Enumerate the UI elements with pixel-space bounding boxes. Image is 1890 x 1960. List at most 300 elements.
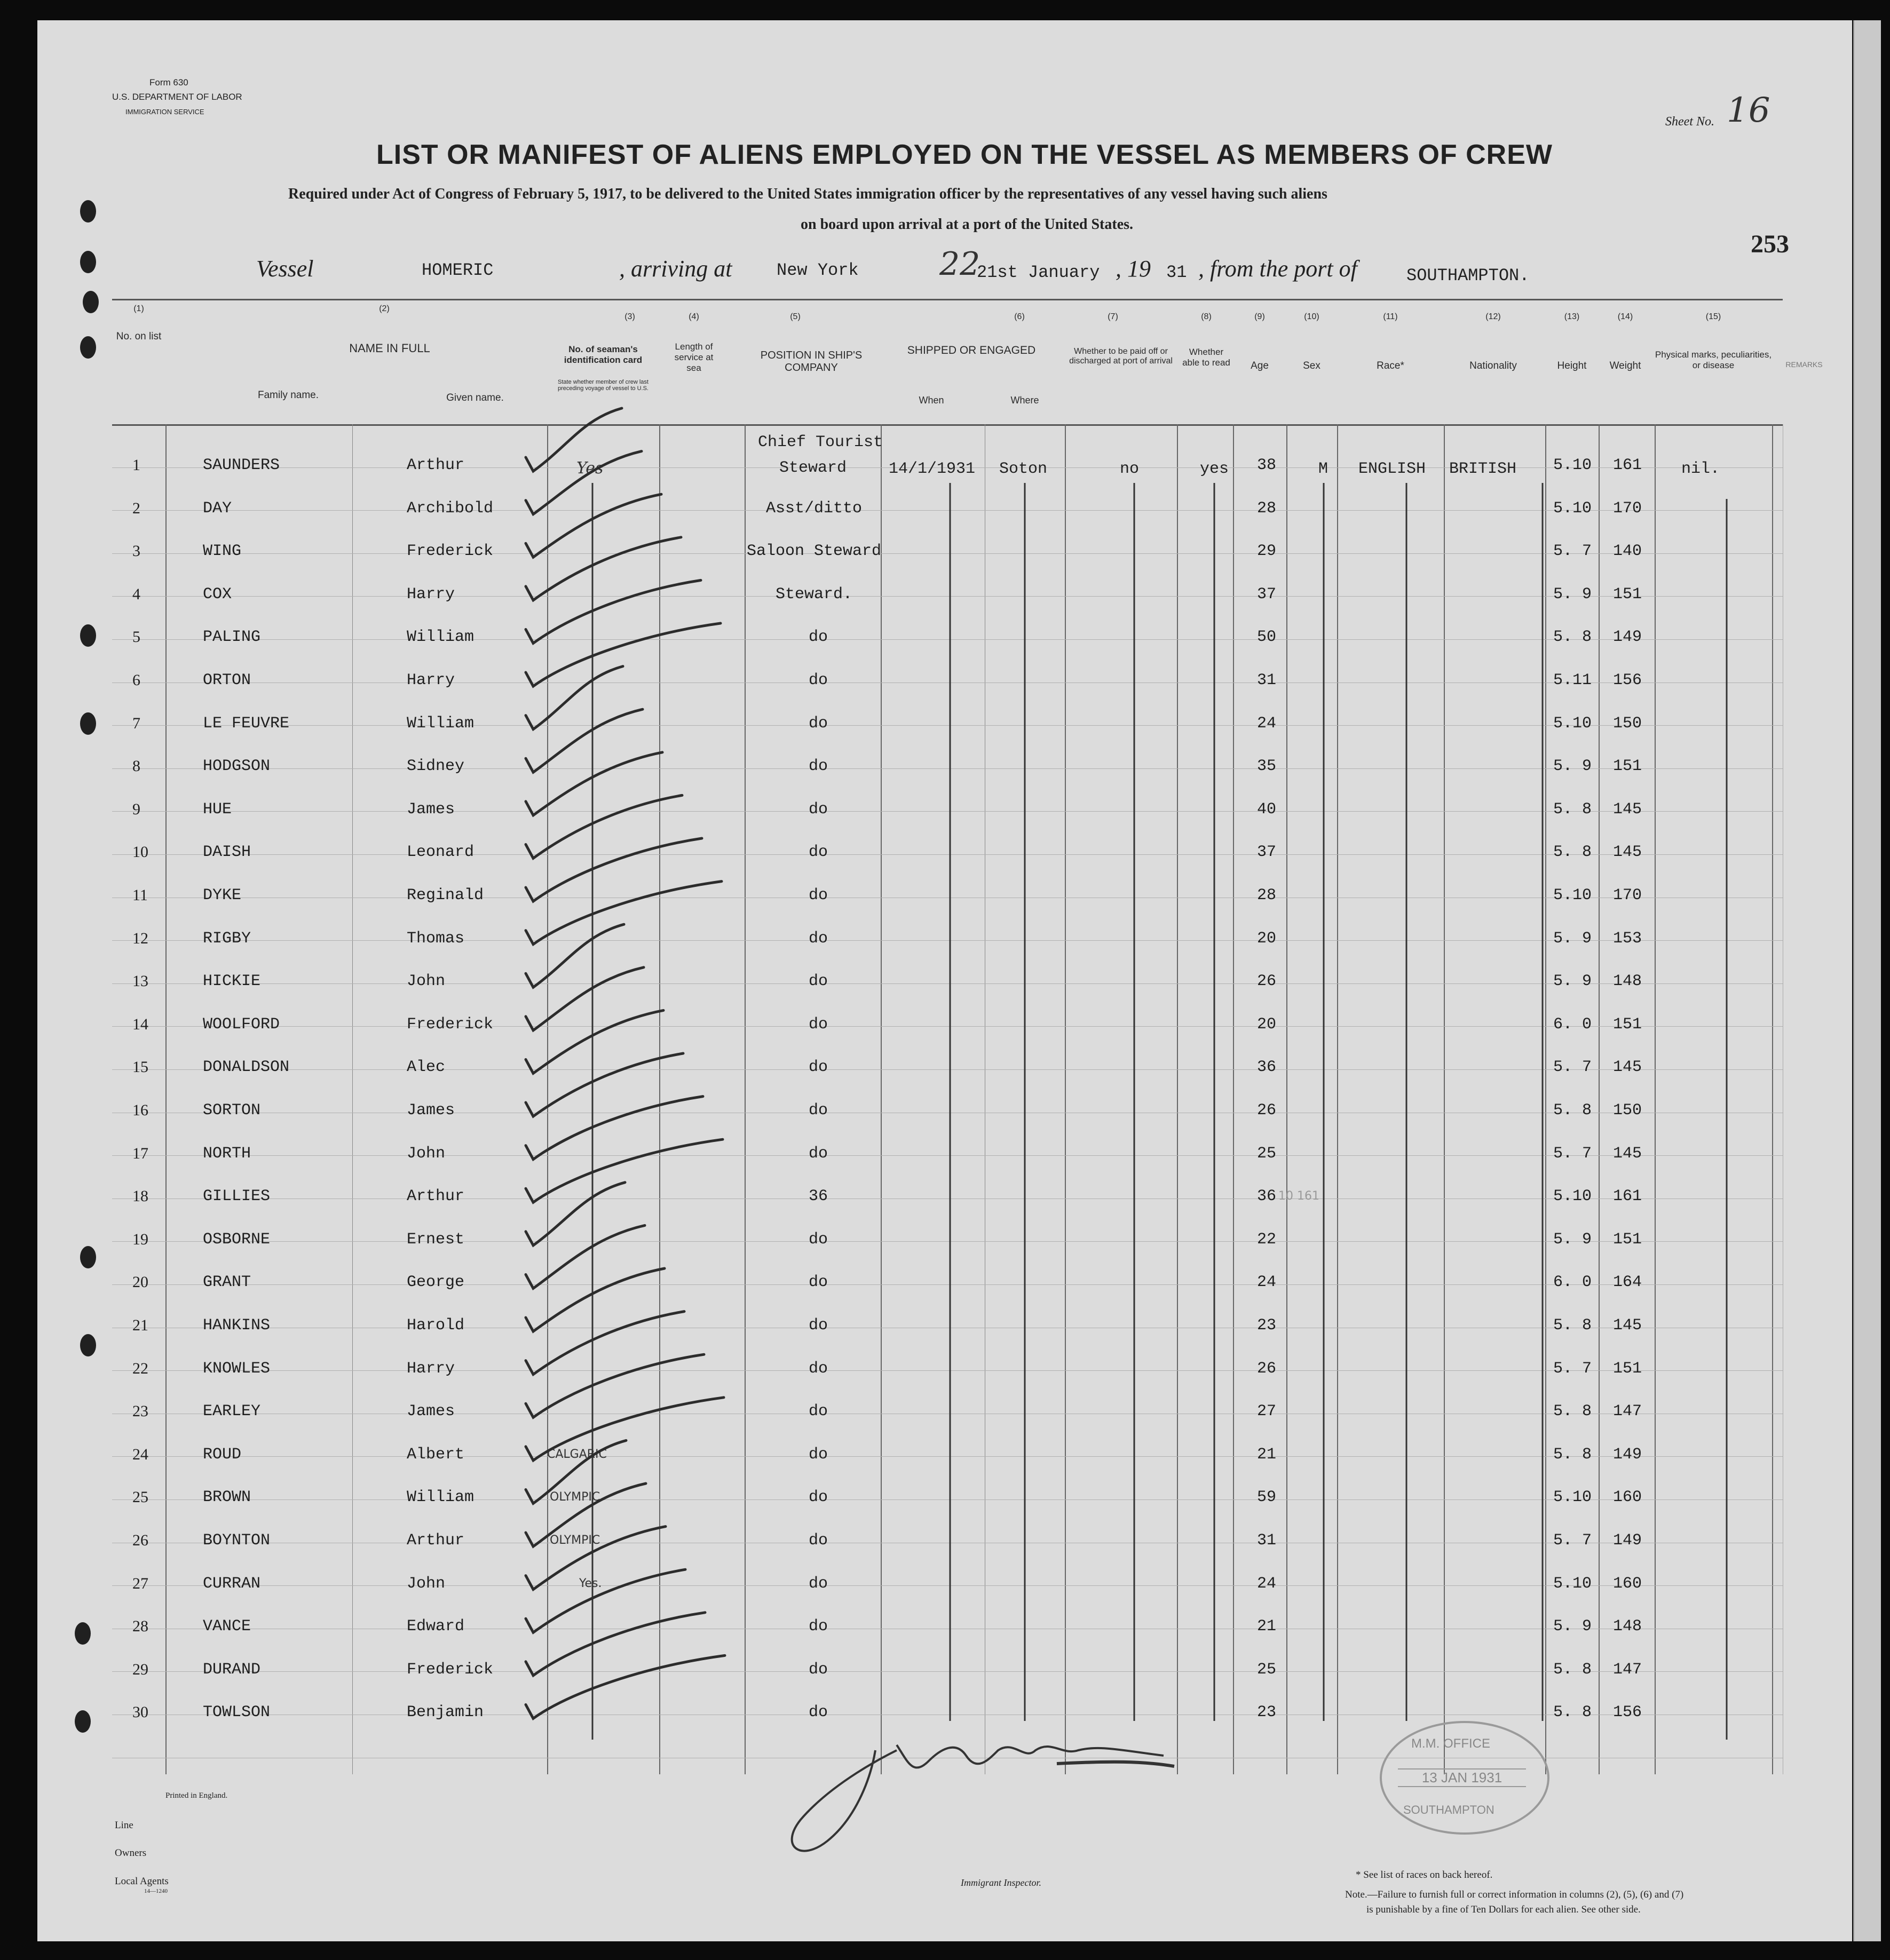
height: 5.10 — [1553, 1575, 1592, 1593]
owners-label: Owners — [115, 1847, 147, 1859]
department-label: U.S. DEPARTMENT OF LABOR — [112, 92, 242, 102]
weight: 150 — [1613, 715, 1642, 733]
check-mark — [526, 1139, 723, 1202]
row-number: 24 — [132, 1446, 148, 1463]
family-name: HUE — [203, 800, 232, 819]
age: 21 — [1257, 1446, 1277, 1464]
given-name: William — [407, 715, 475, 733]
row-number: 30 — [132, 1703, 148, 1721]
position: do — [809, 1446, 828, 1464]
check-mark — [526, 623, 721, 686]
col9-header: Age — [1251, 360, 1269, 371]
position: do — [809, 972, 828, 990]
position: do — [809, 800, 828, 819]
position: do — [809, 628, 828, 646]
row-number: 12 — [132, 930, 148, 947]
able-to-read: yes — [1200, 460, 1229, 478]
height: 5. 8 — [1553, 628, 1592, 646]
position: do — [809, 671, 828, 689]
penalty-note-1: Note.—Failure to furnish full or correct information in columns (2), (5), (6) and (7) — [1345, 1889, 1684, 1900]
family-name: BOYNTON — [203, 1532, 271, 1550]
row-number: 2 — [132, 499, 140, 517]
given-name: John — [407, 972, 446, 990]
col14-num: (14) — [1617, 312, 1633, 321]
position: do — [809, 1231, 828, 1249]
age: 26 — [1257, 1360, 1277, 1378]
height: 5.11 — [1553, 671, 1592, 689]
height: 5. 8 — [1553, 1703, 1592, 1721]
height: 5. 8 — [1553, 800, 1592, 819]
year-prefix: , 19 — [1116, 256, 1151, 282]
given-name: Harold — [407, 1316, 465, 1335]
age: 21 — [1257, 1617, 1277, 1636]
position: do — [809, 843, 828, 861]
weight: 145 — [1613, 1058, 1642, 1076]
row-number: 14 — [132, 1015, 148, 1033]
age: 50 — [1257, 628, 1277, 646]
weight: 149 — [1613, 1532, 1642, 1550]
stamp-port: SOUTHAMPTON — [1403, 1803, 1494, 1816]
height: 5.10 — [1553, 499, 1592, 518]
col10-num: (10) — [1304, 312, 1319, 321]
family-name: COX — [203, 585, 232, 604]
given-name: Reginald — [407, 886, 484, 904]
row-number: 29 — [132, 1661, 148, 1678]
row-number: 22 — [132, 1360, 148, 1377]
position: do — [809, 1575, 828, 1593]
age: 20 — [1257, 1015, 1277, 1034]
height: 5. 8 — [1553, 1316, 1592, 1335]
col7-header: Whether to be paid off or discharged at port of arrival — [1069, 347, 1173, 366]
age: 24 — [1257, 1575, 1277, 1593]
col3-header: No. of seaman's identification card — [564, 344, 643, 365]
row-number: 18 — [132, 1187, 148, 1205]
row-number: 21 — [132, 1316, 148, 1334]
age: 26 — [1257, 972, 1277, 990]
vessel-label: Vessel — [256, 256, 314, 282]
row-number: 25 — [132, 1488, 148, 1506]
position-chief-tourist: Chief Tourist — [758, 433, 883, 451]
given-name: Arthur — [407, 456, 465, 474]
position: do — [809, 1015, 828, 1034]
height: 5.10 — [1553, 715, 1592, 733]
weight: 151 — [1613, 1360, 1642, 1378]
check-mark — [526, 1354, 704, 1417]
id-card-yes: Yes — [576, 459, 604, 478]
agents-label: Local Agents — [115, 1876, 169, 1887]
height: 5.10 — [1553, 1187, 1592, 1205]
col2a-header: Family name. — [257, 390, 319, 401]
given-name: Ernest — [407, 1231, 465, 1249]
col3-note: State whether member of crew last preceding voyage of vessel to U.S. — [558, 379, 649, 392]
family-name: BROWN — [203, 1488, 251, 1506]
inspector-signature — [737, 1681, 1217, 1868]
col4-num: (4) — [689, 312, 699, 321]
nationality-value: BRITISH — [1449, 460, 1517, 478]
physical-marks-value: nil. — [1681, 460, 1720, 478]
subtitle-line-1: Required under Act of Congress of February 5, 1917, to be delivered to the United States immigration officer by the representatives of any vessel having such aliens — [288, 186, 1327, 202]
inspector-label: Immigrant Inspector. — [961, 1877, 1041, 1888]
given-name: William — [407, 628, 475, 646]
col15-header: Physical marks, peculiarities, or disease — [1655, 350, 1772, 370]
height: 5. 7 — [1553, 542, 1592, 560]
height: 6. 0 — [1553, 1273, 1592, 1291]
handwritten-note: 10 161 — [1278, 1189, 1319, 1203]
col12-header: Nationality — [1469, 360, 1517, 371]
position-steward: Steward — [779, 459, 847, 477]
family-name: DAY — [203, 499, 232, 518]
col7-num: (7) — [1108, 312, 1118, 321]
col6-header: SHIPPED OR ENGAGED — [907, 344, 1036, 356]
height: 5. 9 — [1553, 972, 1592, 990]
subtitle-line-2: on board upon arrival at a port of the United States. — [801, 216, 1134, 233]
col1-num: (1) — [133, 304, 144, 313]
weight: 140 — [1613, 542, 1642, 560]
height: 5. 9 — [1553, 757, 1592, 775]
family-name: SAUNDERS — [203, 456, 280, 474]
height: 5.10 — [1553, 886, 1592, 904]
col5-header: POSITION IN SHIP'S COMPANY — [760, 350, 863, 374]
agents-code: 14—1240 — [144, 1888, 168, 1894]
shipped-where: Soton — [999, 460, 1048, 478]
row-number: 28 — [132, 1617, 148, 1635]
check-mark — [526, 1097, 703, 1160]
family-name: GRANT — [203, 1273, 251, 1291]
weight: 147 — [1613, 1661, 1642, 1679]
height: 5. 8 — [1553, 1661, 1592, 1679]
weight: 161 — [1613, 456, 1642, 474]
age: 38 — [1257, 456, 1277, 474]
stamp-number: 253 — [1751, 230, 1789, 258]
row-number: 7 — [132, 715, 140, 732]
stamp-office: M.M. OFFICE — [1411, 1736, 1490, 1751]
arrival-year: 31 — [1166, 263, 1187, 282]
position: do — [809, 1360, 828, 1378]
age: 37 — [1257, 585, 1277, 604]
col10-header: Sex — [1303, 360, 1320, 371]
line-label: Line — [115, 1820, 133, 1831]
page-title: LIST OR MANIFEST OF ALIENS EMPLOYED ON THE VESSEL AS MEMBERS OF CREW — [376, 139, 1553, 170]
height: 5. 9 — [1553, 1617, 1592, 1636]
age: 25 — [1257, 1145, 1277, 1163]
weight: 149 — [1613, 628, 1642, 646]
remarks-header: REMARKS — [1785, 360, 1823, 369]
age: 27 — [1257, 1402, 1277, 1421]
departure-port: SOUTHAMPTON. — [1406, 266, 1530, 285]
handwritten-note: Yes. — [579, 1577, 602, 1590]
family-name: ROUD — [203, 1446, 242, 1464]
weight: 150 — [1613, 1101, 1642, 1120]
row-number: 20 — [132, 1273, 148, 1291]
weight: 160 — [1613, 1575, 1642, 1593]
position: Steward. — [776, 585, 853, 604]
age: 31 — [1257, 1532, 1277, 1550]
given-name: James — [407, 800, 455, 819]
given-name: Alec — [407, 1058, 446, 1076]
position: do — [809, 1145, 828, 1163]
given-name: Harry — [407, 585, 455, 604]
service-label: IMMIGRATION SERVICE — [125, 108, 204, 116]
weight: 160 — [1613, 1488, 1642, 1506]
height: 5. 8 — [1553, 1446, 1592, 1464]
col9-num: (9) — [1254, 312, 1265, 321]
position: Asst/ditto — [766, 499, 863, 518]
row-number: 15 — [132, 1058, 148, 1076]
col6b-header: Where — [1010, 395, 1039, 406]
position: do — [809, 1058, 828, 1076]
height: 5. 7 — [1553, 1058, 1592, 1076]
position: do — [809, 1273, 828, 1291]
sheet-label: Sheet No. — [1665, 115, 1714, 129]
age: 28 — [1257, 499, 1277, 518]
form-number: Form 630 — [149, 77, 188, 88]
family-name: DYKE — [203, 886, 242, 904]
row-number: 10 — [132, 843, 148, 861]
height: 5.10 — [1553, 456, 1592, 474]
arrival-port: New York — [777, 260, 859, 280]
races-note: * See list of races on back hereof. — [1356, 1869, 1493, 1880]
age: 31 — [1257, 671, 1277, 689]
col2-header: NAME IN FULL — [349, 342, 430, 355]
given-name: Sidney — [407, 757, 465, 775]
row-number: 9 — [132, 800, 140, 818]
height: 5. 9 — [1553, 1231, 1592, 1249]
given-name: Harry — [407, 671, 455, 689]
position: do — [809, 1532, 828, 1550]
height: 5. 8 — [1553, 1101, 1592, 1120]
col2-num: (2) — [379, 304, 390, 313]
age: 24 — [1257, 1273, 1277, 1291]
handwritten-note: CALGARIC — [547, 1448, 607, 1461]
row-number: 13 — [132, 972, 148, 990]
age: 23 — [1257, 1703, 1277, 1721]
col14-header: Weight — [1609, 360, 1641, 371]
row-number: 11 — [132, 886, 148, 904]
row-number: 23 — [132, 1402, 148, 1420]
weight: 153 — [1613, 930, 1642, 948]
sheet-number: 16 — [1727, 91, 1770, 130]
weight: 161 — [1613, 1187, 1642, 1205]
age: 25 — [1257, 1661, 1277, 1679]
family-name: HICKIE — [203, 972, 261, 990]
col11-header: Race* — [1377, 360, 1404, 371]
family-name: DURAND — [203, 1661, 261, 1679]
family-name: GILLIES — [203, 1187, 271, 1205]
height: 5. 7 — [1553, 1360, 1592, 1378]
age: 29 — [1257, 542, 1277, 560]
row-number: 16 — [132, 1101, 148, 1119]
family-name: RIGBY — [203, 930, 251, 948]
row-number: 5 — [132, 628, 140, 646]
position: do — [809, 930, 828, 948]
height: 5. 9 — [1553, 585, 1592, 604]
family-name: WOOLFORD — [203, 1015, 280, 1034]
family-name: WING — [203, 542, 242, 560]
row-number: 3 — [132, 542, 140, 560]
weight: 148 — [1613, 1617, 1642, 1636]
check-mark — [526, 882, 722, 945]
family-name: DAISH — [203, 843, 251, 861]
given-name: James — [407, 1402, 455, 1421]
col11-num: (11) — [1383, 312, 1398, 321]
age: 59 — [1257, 1488, 1277, 1506]
weight: 170 — [1613, 499, 1642, 518]
weight: 170 — [1613, 886, 1642, 904]
given-name: William — [407, 1488, 475, 1506]
given-name: Benjamin — [407, 1703, 484, 1721]
row-number: 8 — [132, 757, 140, 775]
check-mark — [526, 1398, 724, 1461]
family-name: CURRAN — [203, 1575, 261, 1593]
given-name: Albert — [407, 1446, 465, 1464]
given-name: John — [407, 1575, 446, 1593]
arrival-date: 21st January — [977, 263, 1100, 282]
given-name: Frederick — [407, 1661, 494, 1679]
family-name: SORTON — [203, 1101, 261, 1120]
penalty-note-2: is punishable by a fine of Ten Dollars for each alien. See other side. — [1366, 1904, 1641, 1915]
col8-num: (8) — [1201, 312, 1212, 321]
weight: 156 — [1613, 671, 1642, 689]
given-name: James — [407, 1101, 455, 1120]
given-name: John — [407, 1145, 446, 1163]
height: 6. 0 — [1553, 1015, 1592, 1034]
position: do — [809, 715, 828, 733]
height: 5. 7 — [1553, 1145, 1592, 1163]
given-name: Harry — [407, 1360, 455, 1378]
age: 24 — [1257, 715, 1277, 733]
age: 20 — [1257, 930, 1277, 948]
row-number: 19 — [132, 1231, 148, 1248]
position: do — [809, 757, 828, 775]
position: do — [809, 1703, 828, 1721]
shipped-when: 14/1/1931 — [889, 460, 976, 478]
position: do — [809, 1101, 828, 1120]
age: 36 — [1257, 1187, 1277, 1205]
age: 36 — [1257, 1058, 1277, 1076]
row-number: 6 — [132, 671, 140, 689]
weight: 145 — [1613, 800, 1642, 819]
col15-num: (15) — [1705, 312, 1721, 321]
handwritten-note: OLYMPIC — [550, 1490, 600, 1504]
position: Saloon Steward — [747, 542, 882, 560]
office-stamp — [1380, 1721, 1549, 1835]
age: 28 — [1257, 886, 1277, 904]
position: do — [809, 886, 828, 904]
weight: 164 — [1613, 1273, 1642, 1291]
given-name: George — [407, 1273, 465, 1291]
row-number: 27 — [132, 1575, 148, 1592]
paid-off: no — [1120, 460, 1140, 478]
col5-num: (5) — [790, 312, 801, 321]
given-name: Arthur — [407, 1187, 465, 1205]
check-mark — [526, 1655, 725, 1718]
height: 5.10 — [1553, 1488, 1592, 1506]
check-mark — [526, 580, 701, 643]
position: do — [809, 1661, 828, 1679]
weight: 156 — [1613, 1703, 1642, 1721]
vessel-name: HOMERIC — [422, 260, 494, 280]
col1-header: No. on list — [116, 331, 162, 342]
age: 23 — [1257, 1316, 1277, 1335]
row-number: 1 — [132, 456, 140, 474]
col3-num: (3) — [624, 312, 635, 321]
given-name: Leonard — [407, 843, 475, 861]
stamp-date: 13 JAN 1931 — [1398, 1768, 1526, 1787]
position: do — [809, 1488, 828, 1506]
arriving-label: , arriving at — [619, 256, 732, 282]
weight: 145 — [1613, 1316, 1642, 1335]
given-name: Frederick — [407, 1015, 494, 1034]
position: do — [809, 1617, 828, 1636]
position: 36 — [809, 1187, 828, 1205]
given-name: Edward — [407, 1617, 465, 1636]
check-mark — [526, 838, 702, 901]
age: 22 — [1257, 1231, 1277, 1249]
family-name: NORTH — [203, 1145, 251, 1163]
sex-value: M — [1318, 460, 1328, 478]
race-value: ENGLISH — [1358, 460, 1426, 478]
position: do — [809, 1316, 828, 1335]
age: 26 — [1257, 1101, 1277, 1120]
col13-header: Height — [1557, 360, 1587, 371]
from-label: , from the port of — [1198, 256, 1357, 282]
col4-header: Length of service at sea — [674, 342, 714, 373]
col12-num: (12) — [1485, 312, 1501, 321]
given-name: Arthur — [407, 1532, 465, 1550]
age: 40 — [1257, 800, 1277, 819]
height: 5. 7 — [1553, 1532, 1592, 1550]
col8-header: Whether able to read — [1182, 347, 1230, 368]
weight: 151 — [1613, 1015, 1642, 1034]
check-mark — [526, 408, 622, 471]
family-name: TOWLSON — [203, 1703, 271, 1721]
position: do — [809, 1402, 828, 1421]
check-mark — [526, 1613, 705, 1676]
weight: 149 — [1613, 1446, 1642, 1464]
handwritten-note: OLYMPIC — [550, 1534, 600, 1547]
family-name: HODGSON — [203, 757, 271, 775]
weight: 145 — [1613, 1145, 1642, 1163]
date-handwritten-mark: 22 — [939, 245, 980, 283]
family-name: ORTON — [203, 671, 251, 689]
col6-num: (6) — [1014, 312, 1025, 321]
family-name: OSBORNE — [203, 1231, 271, 1249]
family-name: KNOWLES — [203, 1360, 271, 1378]
given-name: Thomas — [407, 930, 465, 948]
age: 37 — [1257, 843, 1277, 861]
row-number: 17 — [132, 1145, 148, 1162]
row-number: 26 — [132, 1532, 148, 1549]
family-name: EARLEY — [203, 1402, 261, 1421]
given-name: Frederick — [407, 542, 494, 560]
weight: 151 — [1613, 1231, 1642, 1249]
given-name: Archibold — [407, 499, 494, 518]
height: 5. 8 — [1553, 843, 1592, 861]
col2b-header: Given name. — [446, 392, 504, 403]
weight: 151 — [1613, 757, 1642, 775]
height: 5. 8 — [1553, 1402, 1592, 1421]
col6a-header: When — [919, 395, 944, 406]
weight: 147 — [1613, 1402, 1642, 1421]
family-name: HANKINS — [203, 1316, 271, 1335]
family-name: VANCE — [203, 1617, 251, 1636]
height: 5. 9 — [1553, 930, 1592, 948]
family-name: LE FEUVRE — [203, 715, 290, 733]
age: 35 — [1257, 757, 1277, 775]
weight: 148 — [1613, 972, 1642, 990]
printed-note: Printed in England. — [165, 1791, 228, 1800]
family-name: DONALDSON — [203, 1058, 290, 1076]
